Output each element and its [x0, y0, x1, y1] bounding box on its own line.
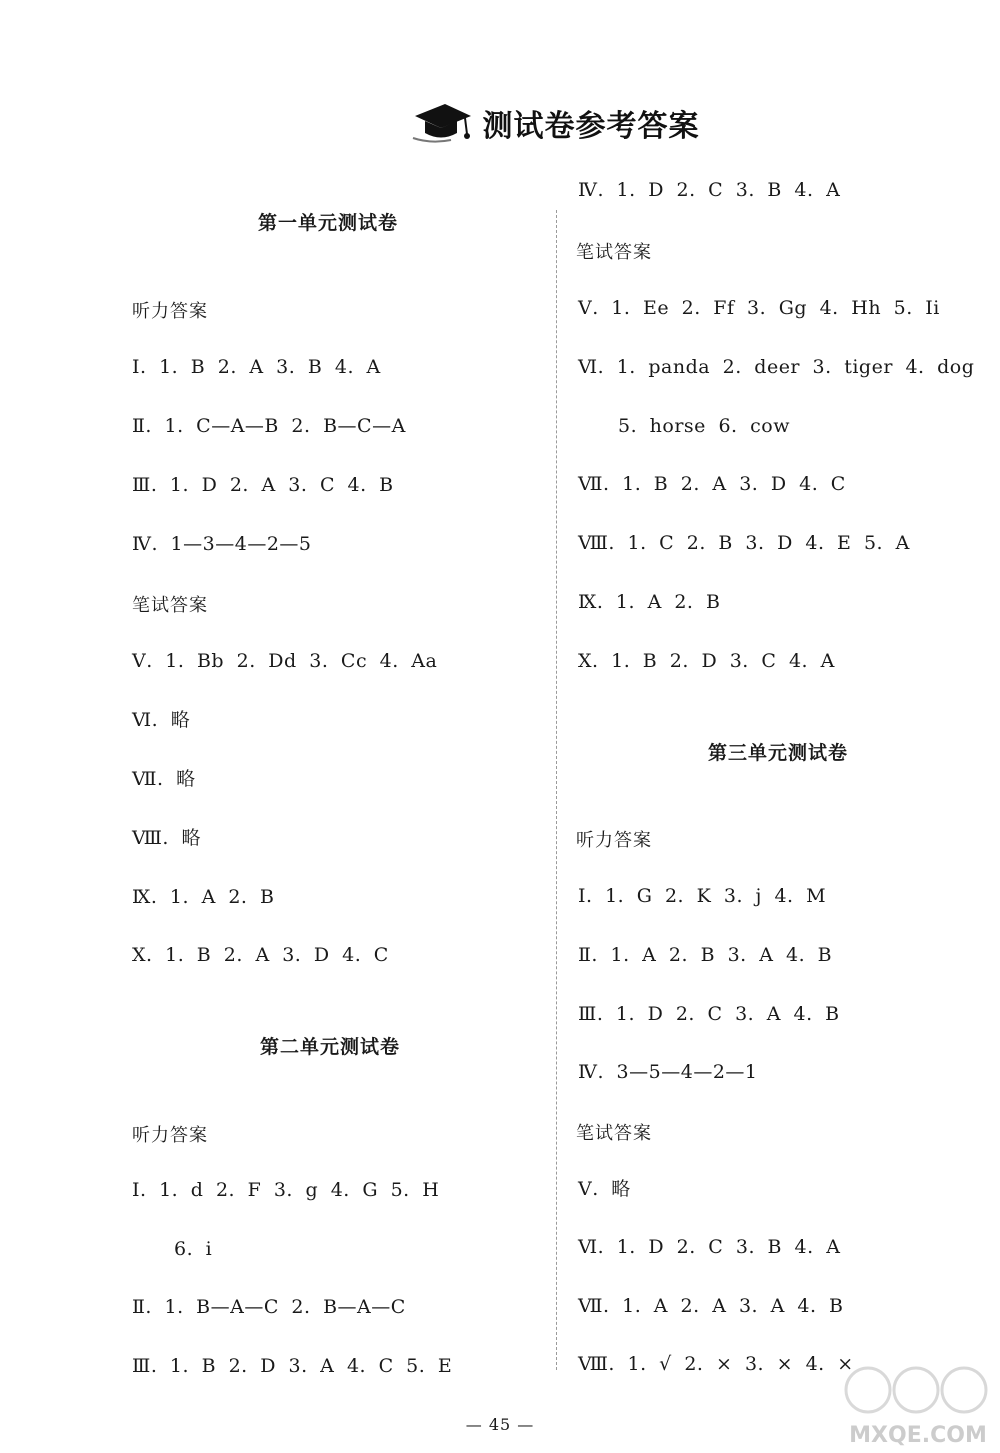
page-title: 测试卷参考答案 — [482, 109, 700, 144]
column-divider — [556, 210, 557, 1370]
answer-line: Ⅰ. 1. d 2. F 3. g 4. G 5. H — [132, 1179, 440, 1201]
unit1-title: 第一单元测试卷 — [258, 212, 399, 234]
answer-line: Ⅳ. 1. D 2. C 3. B 4. A — [578, 179, 841, 201]
title-bar — [0, 100, 1000, 146]
answer-line: 6. i — [174, 1238, 213, 1260]
answer-line: Ⅱ. 1. C—A—B 2. B—C—A — [132, 415, 406, 437]
answer-line: Ⅵ. 1. D 2. C 3. B 4. A — [578, 1236, 841, 1258]
answer-line: Ⅶ. 1. B 2. A 3. D 4. C — [578, 473, 846, 495]
watermark-logo-icon — [838, 1362, 998, 1450]
answer-line: Ⅲ. 1. B 2. D 3. A 4. C 5. E — [132, 1355, 453, 1377]
answer-line: Ⅴ. 略 — [578, 1178, 631, 1200]
page-number: — 45 — — [465, 1415, 535, 1434]
unit3-listening-heading: 听力答案 — [576, 830, 652, 851]
answer-line: Ⅶ. 1. A 2. A 3. A 4. B — [578, 1295, 844, 1317]
answer-line: Ⅸ. 1. A 2. B — [132, 886, 275, 908]
answer-line: Ⅵ. 略 — [132, 709, 191, 731]
answer-line: Ⅶ. 略 — [132, 768, 196, 790]
answer-line: Ⅹ. 1. B 2. D 3. C 4. A — [578, 650, 835, 672]
answer-line: Ⅷ. 1. C 2. B 3. D 4. E 5. A — [578, 532, 910, 554]
answer-line: Ⅷ. 略 — [132, 827, 202, 849]
answer-line: Ⅵ. 1. panda 2. deer 3. tiger 4. dog — [578, 356, 975, 378]
unit2-title: 第二单元测试卷 — [260, 1036, 401, 1058]
answer-line: Ⅳ. 1—3—4—2—5 — [132, 533, 312, 555]
answer-line: Ⅲ. 1. D 2. C 3. A 4. B — [578, 1003, 840, 1025]
graduation-cap-icon — [411, 100, 473, 146]
answer-line: 5. horse 6. cow — [618, 415, 790, 437]
answer-line: Ⅱ. 1. B—A—C 2. B—A—C — [132, 1296, 406, 1318]
unit3-title: 第三单元测试卷 — [708, 742, 849, 764]
unit1-listening-heading: 听力答案 — [132, 301, 208, 322]
answer-line: Ⅷ. 1. √ 2. × 3. × 4. × — [578, 1353, 854, 1375]
answer-line: Ⅳ. 3—5—4—2—1 — [578, 1061, 758, 1083]
answer-line: Ⅰ. 1. G 2. K 3. j 4. M — [578, 885, 827, 907]
answer-line: Ⅴ. 1. Ee 2. Ff 3. Gg 4. Hh 5. Ii — [578, 297, 940, 319]
unit1-written-heading: 笔试答案 — [132, 595, 208, 616]
unit2-written-heading: 笔试答案 — [576, 242, 652, 263]
answer-line: Ⅰ. 1. B 2. A 3. B 4. A — [132, 356, 381, 378]
answer-line: Ⅹ. 1. B 2. A 3. D 4. C — [132, 944, 389, 966]
unit3-written-heading: 笔试答案 — [576, 1123, 652, 1144]
answer-line: Ⅱ. 1. A 2. B 3. A 4. B — [578, 944, 833, 966]
unit2-listening-heading: 听力答案 — [132, 1125, 208, 1146]
answer-line: Ⅸ. 1. A 2. B — [578, 591, 721, 613]
answer-line: Ⅴ. 1. Bb 2. Dd 3. Cc 4. Aa — [132, 650, 438, 672]
watermark-text: MXQE.COM — [849, 1423, 987, 1448]
answer-line: Ⅲ. 1. D 2. A 3. C 4. B — [132, 474, 394, 496]
